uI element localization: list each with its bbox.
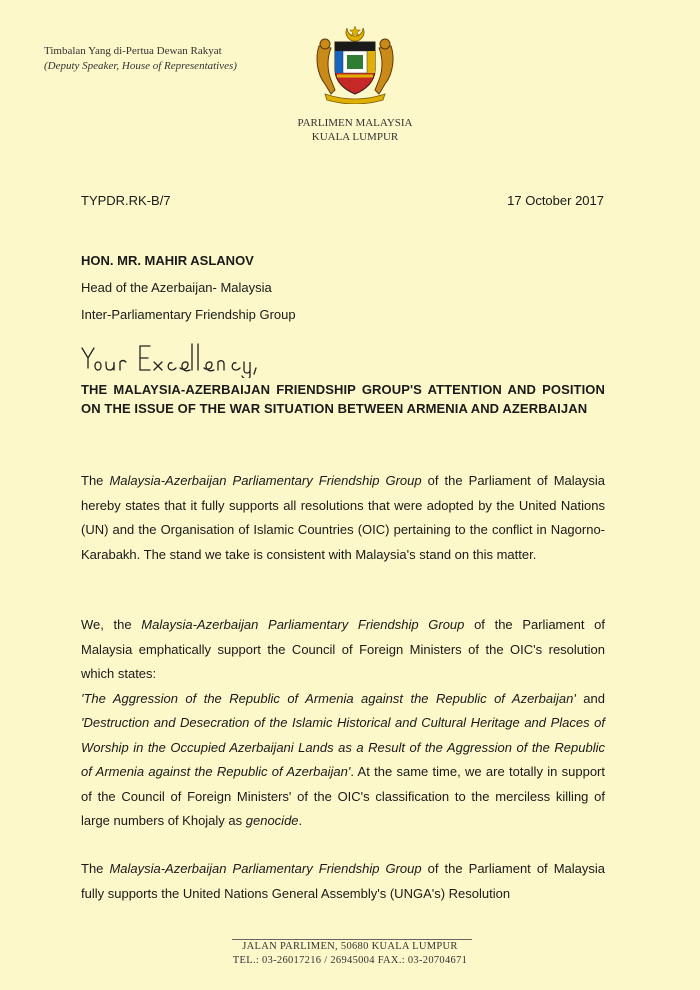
p3-lead: The <box>81 861 110 876</box>
footer-address: JALAN PARLIMEN, 50680 KUALA LUMPUR <box>242 941 458 952</box>
p2-term: genocide <box>245 813 299 828</box>
addressee-line1: Head of the Azerbaijan- Malaysia <box>81 280 272 295</box>
addressee-block <box>81 247 296 328</box>
p1-group: Malaysia-Azerbaijan Parliamentary Friendship Group <box>109 473 422 488</box>
parliament-name: PARLIMEN MALAYSIA <box>297 117 413 129</box>
p2-quote1: 'The Aggression of the Republic of Armenia against the Republic of Azerbaijan' <box>81 690 576 706</box>
parliament-city: KUALA LUMPUR <box>311 131 399 143</box>
coat-of-arms-icon <box>313 24 397 104</box>
paragraph-1 <box>81 469 605 567</box>
p3-group: Malaysia-Azerbaijan Parliamentary Friendship Group <box>109 861 422 876</box>
paragraph-3 <box>81 857 605 906</box>
addressee-line2: Inter-Parliamentary Friendship Group <box>81 307 296 322</box>
office-title: Timbalan Yang di-Pertua Dewan Rakyat <box>44 45 222 57</box>
footer-contact: TEL.: 03-26017216 / 26945004 FAX.: 03-20704671 <box>232 955 468 966</box>
handwritten-salutation <box>80 338 260 378</box>
letter-subject: THE MALAYSIA-AZERBAIJAN FRIENDSHIP GROUP'S ATTENTION AND POSITION ON THE ISSUE OF THE WAR SITUATION BETWEEN ARMENIA AND AZERBAIJAN <box>81 382 605 416</box>
paragraph-2 <box>81 613 605 834</box>
p2-tail: . At the same time, we are totally in support of the Council of Foreign Ministers' of the OIC's classification to the merciless killing of large numbers of Khojaly as <box>81 764 605 828</box>
p1-lead: The <box>81 473 110 488</box>
addressee-name: HON. MR. MAHIR ASLANOV <box>81 253 254 268</box>
letter-date: 17 October 2017 <box>507 193 604 208</box>
office-block <box>44 44 237 74</box>
p2-and: and <box>575 690 605 706</box>
parliament-block <box>280 116 430 144</box>
p2-end: . <box>298 813 303 828</box>
p2-quote2: 'Destruction and Desecration of the Islamic Historical and Cultural Heritage and Places of Worship in the Occupied Azerbaijani Lands as a Result of the Aggression of the Republic of Armenia against the Republic of Azerbaijan' <box>81 715 605 779</box>
office-subtitle: (Deputy Speaker, House of Representatives) <box>44 60 237 72</box>
p3-rest: of the Parliament of Malaysia fully supports the United Nations General Assembly's (UNGA's) Resolution <box>81 861 605 901</box>
p2-lead: We, the <box>81 617 142 632</box>
footer-block <box>200 940 500 968</box>
p2-mid: of the Parliament of Malaysia emphatically support the Council of Foreign Ministers of the OIC's resolution which states: <box>81 617 605 681</box>
p1-rest: of the Parliament of Malaysia hereby states that it fully supports all resolutions that were adopted by the United Nations (UN) and the Organisation of Islamic Countries (OIC) pertaining to the conflict in Nagorno-Karabakh. The stand we take is consistent with Malaysia's stand on this matter. <box>81 473 605 562</box>
reference-number: TYPDR.RK-B/7 <box>81 193 171 208</box>
p2-group: Malaysia-Azerbaijan Parliamentary Friendship Group <box>141 617 465 632</box>
